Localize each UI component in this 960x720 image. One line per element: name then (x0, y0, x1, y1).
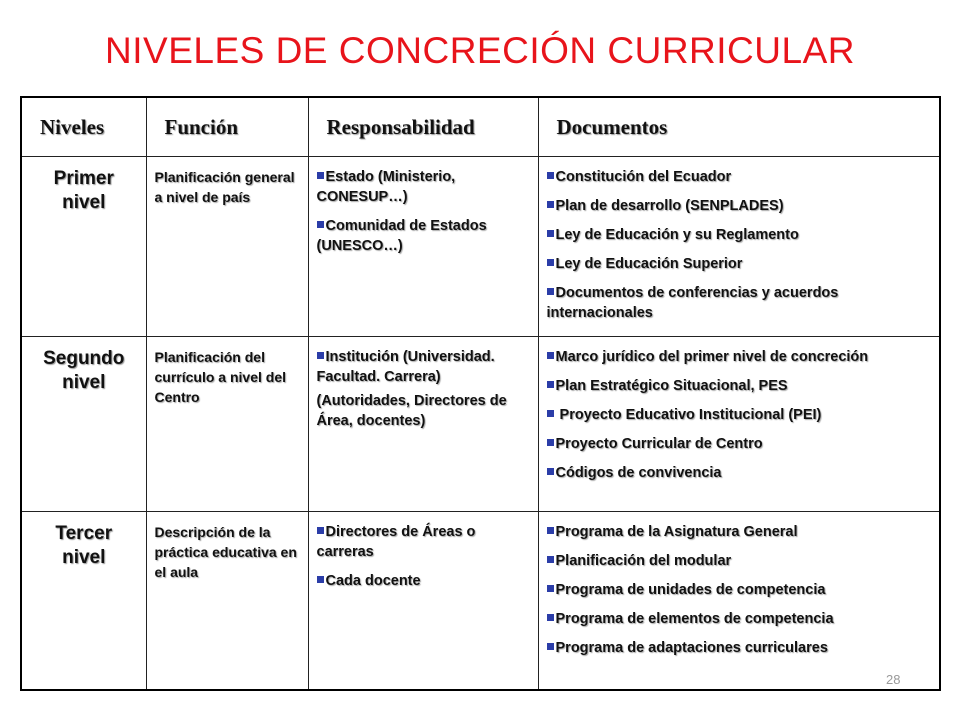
list-item: Cada docente (317, 571, 532, 591)
header-documentos: Documentos (538, 97, 940, 157)
square-bullet-icon (547, 381, 554, 388)
list-item: Ley de Educación Superior (547, 254, 934, 274)
square-bullet-icon (547, 468, 554, 475)
list-item: Programa de la Asignatura General (547, 522, 934, 542)
level-label-line1: Segundo (43, 348, 125, 369)
table-row (21, 337, 940, 512)
documents-cell (538, 157, 940, 337)
list-item: Proyecto Educativo Institucional (PEI) (547, 405, 934, 425)
responsibility-cell (308, 512, 538, 691)
list-item: Proyecto Curricular de Centro (547, 434, 934, 454)
square-bullet-icon (317, 352, 324, 359)
responsibility-cell (308, 157, 538, 337)
square-bullet-icon (317, 527, 324, 534)
square-bullet-icon (547, 259, 554, 266)
level-cell (21, 157, 146, 337)
page-title: NIVELES DE CONCRECIÓN CURRICULAR (105, 30, 855, 71)
level-label-line2: nivel (62, 547, 106, 568)
square-bullet-icon (547, 288, 554, 295)
function-text: Descripción de la práctica educativa en el aula (154, 524, 297, 580)
square-bullet-icon (547, 527, 554, 534)
table-row (21, 157, 940, 337)
square-bullet-icon (317, 576, 324, 583)
square-bullet-icon (547, 201, 554, 208)
square-bullet-icon (547, 410, 554, 417)
list-item: Documentos de conferencias y acuerdos internacionales (546, 285, 839, 321)
level-label-line1: Primer (53, 168, 114, 189)
level-label-line2: nivel (62, 372, 106, 393)
function-text: Planificación general a nivel de país (154, 169, 295, 205)
page-number: 28 (886, 672, 901, 687)
table-row (21, 512, 940, 691)
square-bullet-icon (547, 230, 554, 237)
square-bullet-icon (317, 221, 324, 228)
square-bullet-icon (547, 352, 554, 359)
list-item: Programa de adaptaciones curriculares (547, 638, 934, 658)
responsibility-note: (Autoridades, Directores de Área, docentes) (316, 393, 507, 429)
list-item: Programa de unidades de competencia (547, 580, 934, 600)
function-cell (146, 512, 308, 691)
list-item: Planificación del modular (547, 551, 934, 571)
list-item: Programa de elementos de competencia (547, 609, 934, 629)
table-header-row (21, 97, 940, 157)
list-item: Directores de Áreas o carreras (316, 524, 476, 560)
list-item: Plan Estratégico Situacional, PES (547, 376, 934, 396)
header-responsabilidad: Responsabilidad (308, 97, 538, 157)
list-item: Institución (Universidad. Facultad. Carrera) (316, 349, 495, 385)
square-bullet-icon (547, 172, 554, 179)
square-bullet-icon (547, 556, 554, 563)
list-item: Ley de Educación y su Reglamento (547, 225, 934, 245)
square-bullet-icon (317, 172, 324, 179)
square-bullet-icon (547, 585, 554, 592)
responsibility-cell (308, 337, 538, 512)
list-item: Plan de desarrollo (SENPLADES) (547, 196, 934, 216)
curriculum-levels-table (20, 96, 941, 691)
documents-cell (538, 337, 940, 512)
header-niveles: Niveles (21, 97, 146, 157)
list-item: Marco jurídico del primer nivel de concreción (547, 347, 934, 367)
function-text: Planificación del currículo a nivel del Centro (154, 349, 286, 405)
list-item: Constitución del Ecuador (547, 167, 934, 187)
documents-cell (538, 512, 940, 691)
list-item: Estado (Ministerio, CONESUP…) (316, 169, 456, 205)
level-cell (21, 512, 146, 691)
level-cell (21, 337, 146, 512)
square-bullet-icon (547, 614, 554, 621)
function-cell (146, 157, 308, 337)
list-item: Códigos de convivencia (547, 463, 934, 483)
square-bullet-icon (547, 643, 554, 650)
level-label-line2: nivel (62, 192, 106, 213)
header-funcion: Función (146, 97, 308, 157)
function-cell (146, 337, 308, 512)
square-bullet-icon (547, 439, 554, 446)
list-item: Comunidad de Estados (UNESCO…) (316, 218, 487, 254)
level-label-line1: Tercer (55, 523, 113, 544)
